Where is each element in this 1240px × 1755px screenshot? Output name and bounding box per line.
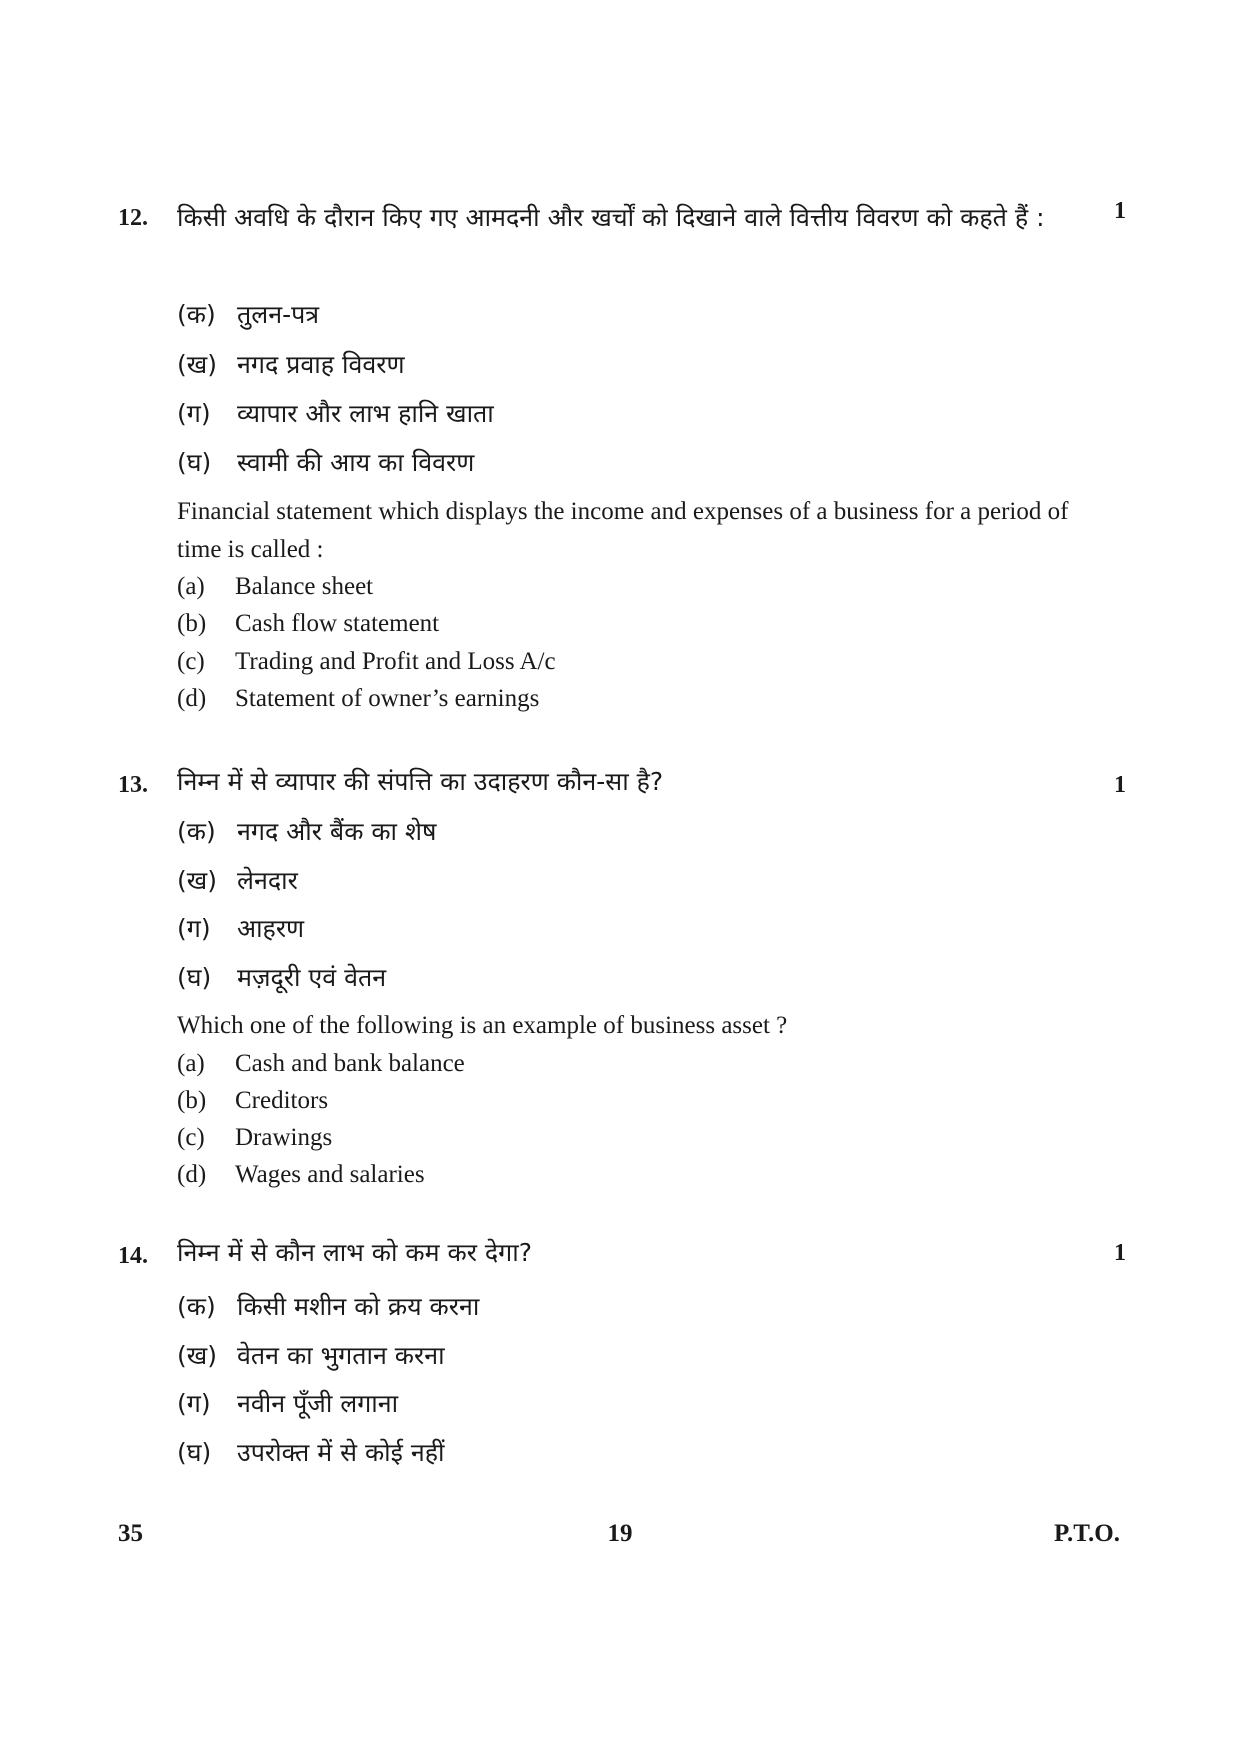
english-question-text: Which one of the following is an example of business asset ? xyxy=(177,1012,788,1039)
question-number: 12. xyxy=(118,205,148,231)
option-text: नगद प्रवाह विवरण xyxy=(237,350,405,379)
option-text: Cash and bank balance xyxy=(235,1050,465,1077)
option-label: (c) xyxy=(177,1124,205,1151)
option-text: Creditors xyxy=(235,1087,329,1114)
page-number: 19 xyxy=(607,1520,633,1547)
option-text: Cash flow statement xyxy=(235,610,440,637)
option-text: Trading and Profit and Loss A/c xyxy=(235,648,556,675)
option-label: (ग) xyxy=(177,914,211,943)
option-label: (घ) xyxy=(177,448,212,477)
option-text: किसी मशीन को क्रय करना xyxy=(237,1292,480,1321)
option-text: Balance sheet xyxy=(235,573,374,600)
option-label: (a) xyxy=(177,1050,205,1077)
hindi-option xyxy=(177,297,319,331)
option-label: (क) xyxy=(177,817,216,846)
english-option xyxy=(177,573,373,601)
option-label: (d) xyxy=(177,1161,207,1188)
option-text: Wages and salaries xyxy=(235,1161,425,1188)
hindi-option xyxy=(177,445,474,479)
option-text: लेनदार xyxy=(237,866,298,895)
option-text: नवीन पूँजी लगाना xyxy=(237,1389,399,1418)
option-label: (b) xyxy=(177,610,207,637)
hindi-option xyxy=(177,1338,445,1372)
option-label: (घ) xyxy=(177,1438,212,1467)
hindi-option xyxy=(177,960,386,994)
option-label: (ग) xyxy=(177,1389,211,1418)
hindi-option xyxy=(177,396,494,430)
hindi-question-text: निम्न में से कौन लाभ को कम कर देगा? xyxy=(177,1238,532,1267)
question-number: 13. xyxy=(118,772,148,798)
option-label: (क) xyxy=(177,1292,216,1321)
hindi-option xyxy=(177,1435,444,1469)
hindi-option xyxy=(177,347,405,381)
option-label: (c) xyxy=(177,648,205,675)
option-text: नगद और बैंक का शेष xyxy=(237,817,437,846)
paper-code: 35 xyxy=(118,1520,143,1547)
question-marks: 1 xyxy=(1114,198,1126,224)
option-text: स्वामी की आय का विवरण xyxy=(237,448,475,477)
english-option xyxy=(177,1124,332,1152)
hindi-option xyxy=(177,911,304,945)
english-option xyxy=(177,1050,465,1078)
hindi-option xyxy=(177,863,298,897)
option-label: (ख) xyxy=(177,866,217,895)
english-option xyxy=(177,648,556,676)
please-turn-over: P.T.O. xyxy=(1054,1520,1120,1547)
hindi-option xyxy=(177,1386,398,1420)
option-text: वेतन का भुगतान करना xyxy=(237,1341,445,1370)
option-text: आहरण xyxy=(237,914,305,943)
option-text: व्यापार और लाभ हानि खाता xyxy=(237,399,494,428)
option-label: (घ) xyxy=(177,963,212,992)
english-option xyxy=(177,1087,328,1115)
question-number: 14. xyxy=(118,1243,148,1269)
hindi-option xyxy=(177,814,436,848)
option-label: (a) xyxy=(177,573,205,600)
hindi-question-text: निम्न में से व्यापार की संपत्ति का उदाहरण कौन-सा है? xyxy=(177,767,664,796)
option-label: (क) xyxy=(177,300,216,329)
option-text: Statement of owner’s earnings xyxy=(235,685,540,712)
option-text: उपरोक्त में से कोई नहीं xyxy=(237,1438,445,1467)
english-option xyxy=(177,610,439,638)
hindi-option xyxy=(177,1289,479,1323)
english-question-text: Financial statement which displays the income and expenses of a business for a period of time is called : xyxy=(177,498,1069,563)
hindi-question-text: किसी अवधि के दौरान किए गए आमदनी और खर्चों को दिखाने वाले वित्तीय विवरण को कहते हैं : xyxy=(177,203,1045,232)
english-option xyxy=(177,1161,425,1189)
option-label: (ख) xyxy=(177,350,217,379)
option-label: (ग) xyxy=(177,399,211,428)
option-text: तुलन-पत्र xyxy=(237,300,320,329)
question-marks: 1 xyxy=(1114,1240,1126,1266)
option-label: (d) xyxy=(177,685,207,712)
english-option xyxy=(177,685,539,713)
option-text: मज़दूरी एवं वेतन xyxy=(237,963,387,992)
option-text: Drawings xyxy=(235,1124,333,1151)
question-marks: 1 xyxy=(1114,772,1126,798)
option-label: (ख) xyxy=(177,1341,217,1370)
option-label: (b) xyxy=(177,1087,207,1114)
